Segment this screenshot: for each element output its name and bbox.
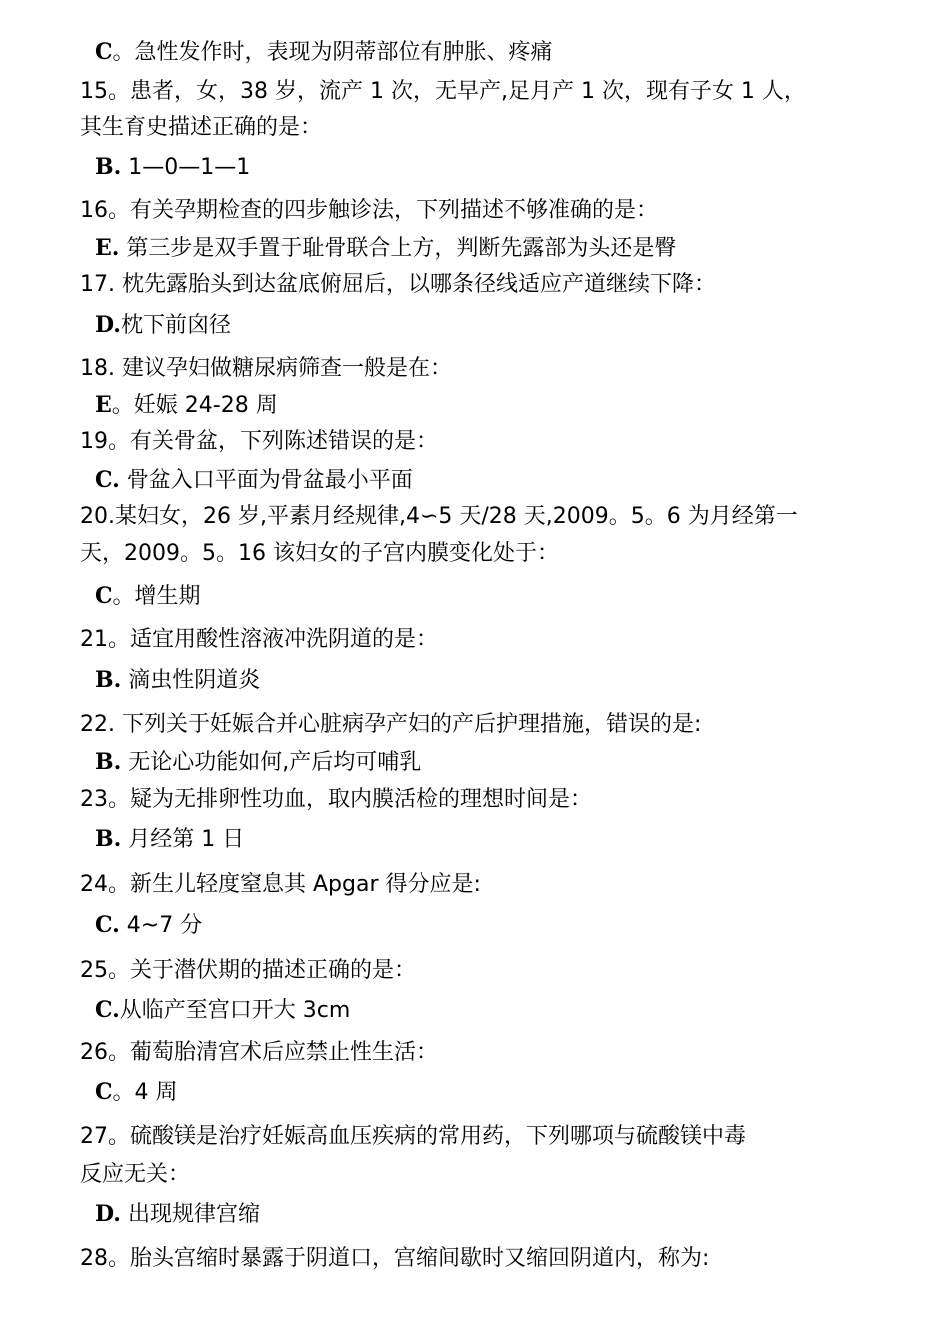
answer-line <box>95 582 201 611</box>
question-line: 28。胎头宫缩时暴露于阴道口，宫缩间歇时又缩回阴道内，称为: <box>80 1246 710 1271</box>
answer-text: 。增生期 <box>112 584 201 609</box>
question-line: 27。硫酸镁是治疗妊娠高血压疾病的常用药，下列哪项与硫酸镁中毒 <box>80 1124 746 1149</box>
question-line: 16。有关孕期检查的四步触诊法，下列描述不够准确的是： <box>80 198 658 223</box>
question-line: 24。新生儿轻度窒息其 Apgar 得分应是: <box>80 872 481 897</box>
answer-text: 。妊娠 24-28 周 <box>111 393 278 418</box>
answer-letter: C <box>95 583 113 609</box>
answer-line <box>95 391 278 420</box>
answer-line <box>95 311 231 340</box>
answer-text: 。4 周 <box>112 1080 178 1105</box>
question-line: 25。关于潜伏期的描述正确的是： <box>80 958 416 983</box>
question-line: 19。有关骨盆，下列陈述错误的是： <box>80 429 438 454</box>
answer-text: 滴虫性阴道炎 <box>121 668 261 693</box>
answer-letter: D. <box>95 312 121 338</box>
answer-text: 1—0—1—1 <box>121 155 251 180</box>
answer-line <box>95 38 553 67</box>
answer-text: 第三步是双手置于耻骨联合上方，判断先露部为头还是臀 <box>119 236 677 261</box>
answer-text: 无论心功能如何,产后均可哺乳 <box>121 750 422 775</box>
answer-letter: B. <box>95 826 122 852</box>
question-line: 18. 建议孕妇做糖尿病筛查一般是在： <box>80 356 452 381</box>
answer-line <box>95 748 421 777</box>
answer-letter: C. <box>95 467 120 493</box>
answer-text: 。急性发作时，表现为阴蒂部位有肿胀、疼痛 <box>112 40 553 65</box>
answer-text: 枕下前囟径 <box>120 313 231 338</box>
answer-text: 4~7 分 <box>119 913 203 938</box>
answer-line <box>95 666 260 695</box>
question-line: 天，2009。5。16 该妇女的子宫内膜变化处于： <box>80 541 559 566</box>
answer-letter: E. <box>95 235 120 261</box>
answer-text: 月经第 1 日 <box>121 827 245 852</box>
question-line: 20.某妇女，26 岁,平素月经规律,4∽5 天/28 天,2009。5。6 为月经第一 <box>80 504 798 529</box>
answer-letter: C. <box>95 997 120 1023</box>
answer-line <box>95 466 413 495</box>
answer-letter: B. <box>95 667 122 693</box>
answer-letter: B. <box>95 154 122 180</box>
answer-line <box>95 996 350 1025</box>
answer-line <box>95 911 202 940</box>
question-line: 17. 枕先露胎头到达盆底俯屈后，以哪条径线适应产道继续下降： <box>80 272 716 297</box>
answer-line <box>95 234 676 263</box>
answer-letter: C. <box>95 912 120 938</box>
question-line: 21。适宜用酸性溶液冲洗阴道的是： <box>80 627 438 652</box>
answer-letter: C <box>95 1079 113 1105</box>
question-line: 22. 下列关于妊娠合并心脏病孕产妇的产后护理措施，错误的是: <box>80 712 702 737</box>
answer-text: 骨盆入口平面为骨盆最小平面 <box>119 468 413 493</box>
answer-letter: D. <box>95 1201 121 1227</box>
answer-text: 出现规律宫缩 <box>120 1202 260 1227</box>
answer-line <box>95 825 244 854</box>
answer-line <box>95 1078 178 1107</box>
answer-text: 从临产至宫口开大 3cm <box>119 998 351 1023</box>
answer-letter: B. <box>95 749 122 775</box>
answer-letter: C <box>95 39 113 65</box>
answer-line <box>95 153 250 182</box>
question-line: 15。患者，女，38 岁，流产 1 次，无早产,足月产 1 次，现有子女 1 人， <box>80 79 806 104</box>
answer-letter: E <box>95 392 112 418</box>
question-line: 其生育史描述正确的是： <box>80 115 323 140</box>
question-line: 反应无关： <box>80 1162 191 1187</box>
question-line: 26。葡萄胎清宫术后应禁止性生活： <box>80 1040 438 1065</box>
answer-line <box>95 1200 260 1229</box>
question-line: 23。疑为无排卵性功血，取内膜活检的理想时间是： <box>80 787 592 812</box>
